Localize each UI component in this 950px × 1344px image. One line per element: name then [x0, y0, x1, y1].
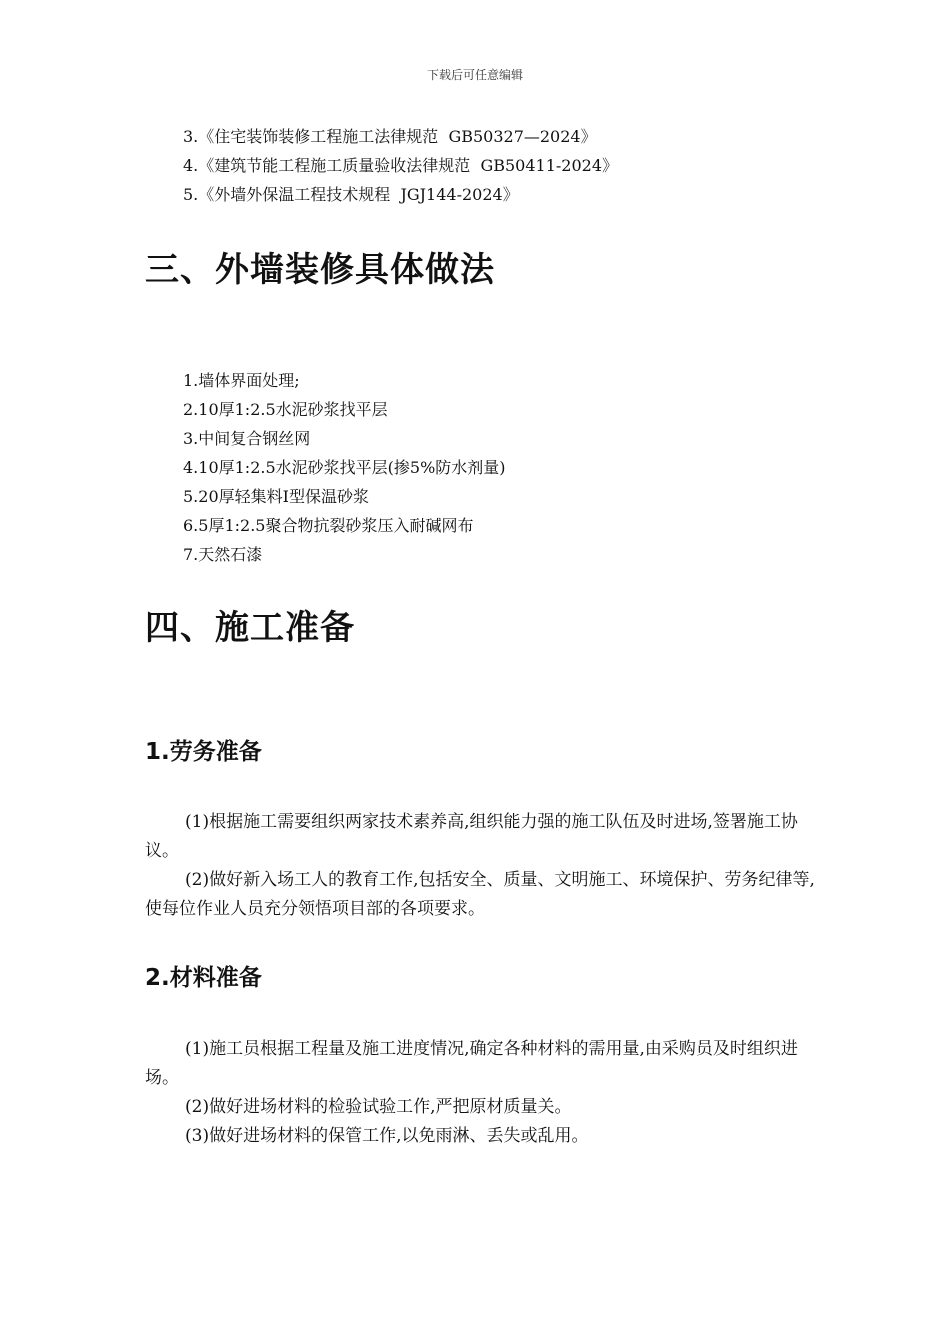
labor-prep-body: [145, 808, 825, 924]
construction-steps-list: [183, 366, 506, 569]
section-4-heading: 四、施工准备: [145, 608, 355, 648]
paragraph: (1)施工员根据工程量及施工进度情况,确定各种材料的需用量,由采购员及时组织进场。: [145, 1039, 798, 1088]
step-item: 5.20厚轻集料Ⅰ型保温砂浆: [183, 487, 369, 506]
paragraph: (3)做好进场材料的保管工作,以免雨淋、丢失或乱用。: [185, 1126, 589, 1146]
step-item: 7.天然石漆: [183, 545, 263, 564]
step-item: 2.10厚1:2.5水泥砂浆找平层: [183, 400, 388, 419]
step-item: 6.5厚1:2.5聚合物抗裂砂浆压入耐碱网布: [183, 516, 474, 535]
section-3-heading: 三、外墙装修具体做法: [145, 250, 495, 290]
reference-item: 5.《外墙外保温工程技术规程 JGJ144-2024》: [183, 185, 519, 204]
labor-prep-heading: 1.劳务准备: [145, 739, 262, 765]
step-item: 3.中间复合钢丝网: [183, 429, 311, 448]
material-prep-body: [145, 1035, 825, 1151]
paragraph: (1)根据施工需要组织两家技术素养高,组织能力强的施工队伍及时进场,签署施工协议。: [145, 812, 798, 861]
paragraph: (2)做好进场材料的检验试验工作,严把原材质量关。: [185, 1097, 572, 1117]
reference-item: 3.《住宅装饰装修工程施工法律规范 GB50327—2024》: [183, 127, 597, 146]
step-item: 4.10厚1:2.5水泥砂浆找平层(掺5%防水剂量): [183, 458, 506, 477]
material-prep-heading: 2.材料准备: [145, 965, 262, 991]
page-header-note: 下载后可任意编辑: [426, 68, 523, 82]
step-item: 1.墙体界面处理;: [183, 371, 300, 390]
reference-list: [183, 122, 618, 209]
reference-item: 4.《建筑节能工程施工质量验收法律规范 GB50411-2024》: [183, 156, 619, 175]
paragraph: (2)做好新入场工人的教育工作,包括安全、质量、文明施工、环境保护、劳务纪律等,使每位作业人员充分领悟项目部的各项要求。: [145, 870, 815, 919]
